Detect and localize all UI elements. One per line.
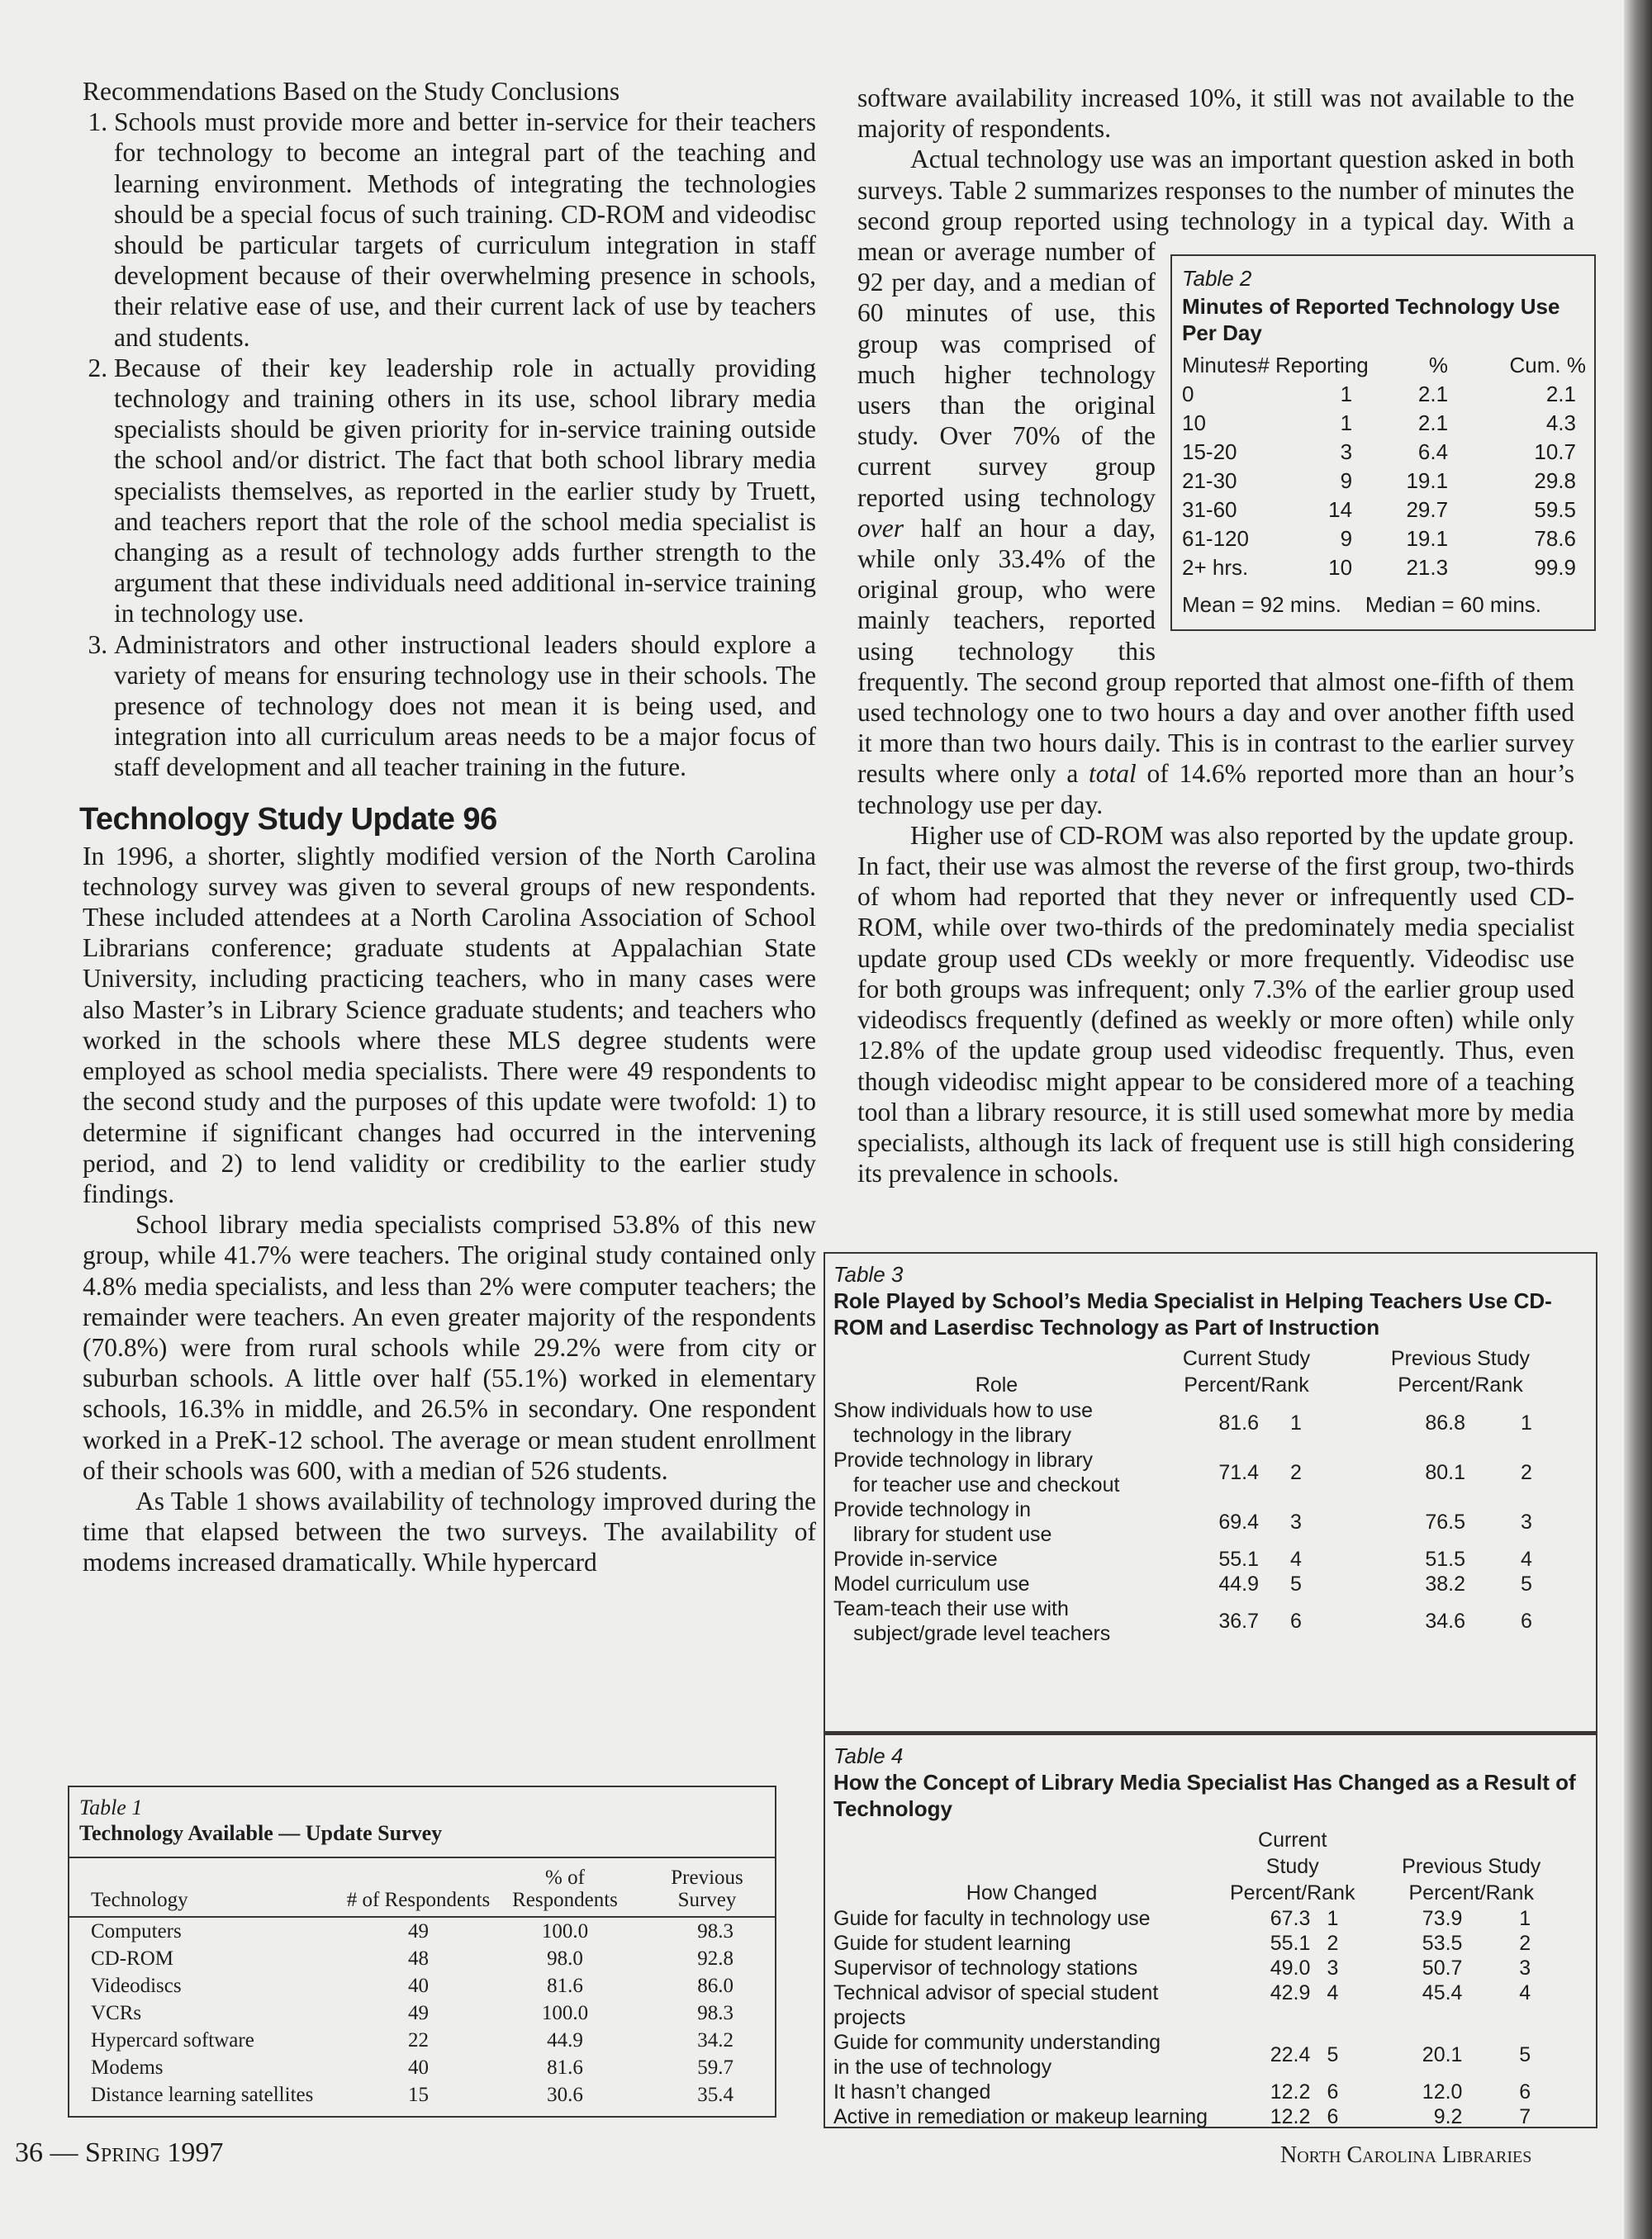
cumulative-percent-cell: 99.9	[1534, 555, 1576, 580]
technology-cell: Videodiscs	[91, 1974, 182, 1997]
current-rank-cell: 4	[1327, 1981, 1339, 2004]
previous-rank-cell: 4	[1519, 1981, 1531, 2004]
page-number: 36 — Spring 1997	[15, 2137, 224, 2168]
body-paragraph: School library media specialists comprised 53.8% of this new group, while 41.7% were teachers. The original study contained only 4.8% media specialists, and less than 2% were computer teachers; the remainder were teachers. An even greater majority of the respondents (70.8%) were from rural schools while 29.2% were from city or suburban schools. A little over half (55.1%) worked in elementary schools, 16.3% in middle, and 26.5% in secondary. One respondent worked in a PreK-12 school. The average or mean student enrollment of their schools was 600, with a median of 526 students.	[83, 1210, 816, 1485]
previous-survey-cell: 98.3	[697, 1919, 733, 1943]
table-3	[824, 1252, 1597, 1733]
current-rank-cell: 6	[1290, 1610, 1302, 1633]
recommendation-item: 1. Schools must provide more and better in-service for their teachers for technology to become an integral part of the teaching and learning environment. Methods of integrating the technologies should be a special focus of such training. CD-ROM and videodisc should be particular targets of curriculum integration in staff development because of their overwhelming presence in schools, their relative ease of use, and their current lack of use by teachers and students.	[114, 107, 816, 353]
percent-cell: 2.1	[1417, 410, 1449, 435]
minutes-cell: 31-60	[1182, 497, 1237, 522]
previous-percent-cell: 20.1	[1422, 2043, 1463, 2066]
minutes-cell: 15-20	[1182, 439, 1237, 464]
column-header: Minutes	[1182, 353, 1258, 377]
percent-cell: 6.4	[1417, 439, 1449, 464]
table-1	[68, 1786, 776, 2118]
role-cell	[833, 2104, 1230, 2129]
current-rank-cell: 5	[1290, 1573, 1302, 1596]
table-row	[833, 1547, 1588, 1572]
previous-survey-cell: 86.0	[697, 1974, 733, 1997]
role-label: Model curriculum use	[833, 1573, 1030, 1596]
current-percent-cell: 81.6	[1218, 1411, 1259, 1435]
role-label: Technical advisor of special student projects	[833, 1981, 1159, 2029]
percent-cell: 19.1	[1406, 526, 1449, 551]
current-percent-cell: 49.0	[1270, 1957, 1311, 1980]
table-row	[1182, 553, 1586, 582]
emphasis: total	[1089, 759, 1137, 789]
table-label: Table 3	[833, 1262, 904, 1287]
respondents-count-cell: 22	[408, 2028, 429, 2052]
previous-survey-cell: 98.3	[697, 2001, 733, 2024]
respondents-percent-cell: 100.0	[541, 1919, 589, 1943]
current-rank-cell: 6	[1327, 2080, 1339, 2104]
current-rank-cell: 4	[1290, 1548, 1302, 1571]
reporting-count-cell: 10	[1328, 555, 1353, 580]
role-label-continued: library for student use	[853, 1523, 1052, 1546]
table-row	[833, 2080, 1588, 2104]
table-row	[833, 1931, 1588, 1956]
body-paragraph: As Table 1 shows availability of technology improved during the time that elapsed between the two surveys. The availability of modems increased dramatically. While hypercard	[83, 1486, 816, 1577]
table-row	[833, 1906, 1588, 1931]
table-row	[69, 2027, 775, 2054]
respondents-percent-cell: 30.6	[547, 2083, 583, 2106]
respondents-count-cell: 15	[408, 2083, 429, 2106]
technology-cell: VCRs	[91, 2001, 142, 2024]
previous-rank-cell: 2	[1519, 1932, 1531, 1955]
role-cell	[833, 1398, 1160, 1448]
body-paragraph: In 1996, a shorter, slightly modified version of the North Carolina technology survey was given to several groups of new respondents. These included attendees at a North Carolina Association of School Librarians conference; graduate students at Appalachian State University, including practicing teachers, who in many cases were also Master’s in Library Science graduate students; and teachers who worked in the schools where these MLS degree students were employed as school media specialists. There were 49 respondents to the second study and the purposes of this update were twofold: 1) to determine if significant changes had occurred in the intervening period, and 2) to lend validity or credibility to the earlier study findings.	[83, 841, 816, 1208]
table-row	[1182, 438, 1586, 467]
table-row	[1182, 496, 1586, 524]
column-header: # of Respondents	[346, 1858, 491, 1917]
cumulative-percent-cell: 29.8	[1534, 468, 1576, 493]
respondents-percent-cell: 100.0	[541, 2001, 589, 2024]
role-cell	[833, 1497, 1160, 1547]
left-column	[79, 76, 816, 1578]
role-cell	[833, 1931, 1230, 1956]
previous-rank-cell: 4	[1521, 1548, 1532, 1571]
cumulative-percent-cell: 59.5	[1534, 497, 1576, 522]
role-cell	[833, 1956, 1230, 1980]
previous-percent-cell: 80.1	[1425, 1461, 1465, 1484]
previous-percent-cell: 45.4	[1422, 1981, 1463, 2004]
table-title: How the Concept of Library Media Specialist Has Changed as a Result of Technology	[833, 1770, 1576, 1821]
previous-rank-cell: 3	[1521, 1511, 1532, 1534]
previous-percent-cell: 9.2	[1433, 2105, 1463, 2128]
previous-percent-cell: 86.8	[1425, 1411, 1465, 1435]
reporting-count-cell: 1	[1340, 410, 1353, 435]
role-label-continued: technology in the library	[853, 1424, 1072, 1447]
table-row	[69, 1972, 775, 1999]
minutes-cell: 2+ hrs.	[1182, 555, 1249, 580]
current-percent-cell: 12.2	[1270, 2105, 1311, 2128]
table-row	[69, 1999, 775, 2027]
role-label-continued: subject/grade level teachers	[853, 1622, 1111, 1645]
current-percent-cell: 69.4	[1218, 1511, 1259, 1534]
minutes-cell: 61-120	[1182, 526, 1249, 551]
cumulative-percent-cell: 4.3	[1545, 410, 1576, 435]
reporting-count-cell: 14	[1328, 497, 1353, 522]
table-2	[1170, 254, 1596, 631]
previous-percent-cell: 73.9	[1422, 1907, 1463, 1930]
emphasis: over	[857, 513, 904, 543]
column-header: %	[1428, 353, 1449, 377]
table-row	[833, 1448, 1588, 1497]
current-percent-cell: 55.1	[1218, 1548, 1259, 1571]
recommendations-list	[83, 107, 816, 782]
mean-value: Mean = 92 mins.	[1182, 592, 1341, 617]
role-cell	[833, 1596, 1160, 1646]
technology-cell: Hypercard software	[91, 2028, 254, 2052]
respondents-count-cell: 40	[408, 1974, 429, 1997]
table-row	[1182, 380, 1586, 409]
current-rank-cell: 5	[1327, 2043, 1339, 2066]
table-row	[69, 1917, 775, 1945]
reporting-count-cell: 1	[1340, 382, 1353, 406]
body-paragraph: Higher use of CD-ROM was also reported by the update group. In fact, their use was almost the reverse of the first group, two-thirds of whom had reported that they never or infrequently used CD-ROM, while over two-thirds of the predominately media specialist update group used CDs weekly or more frequently. Videodisc use for both groups was infrequent; only 7.3% of the earlier group used videodiscs frequently (defined as weekly or more often) while only 12.8% of the update group used videodisc frequently. Thus, even though videodisc might appear to be considered more of a teaching tool than a library resource, it is still used somewhat more by media specialists, although its lack of frequent use is still high considering its prevalence in schools.	[857, 820, 1574, 1188]
table-label: Table 2	[1182, 266, 1252, 291]
role-cell	[833, 2080, 1230, 2104]
percent-cell: 29.7	[1406, 497, 1449, 522]
role-label: Guide for community understanding	[833, 2031, 1161, 2054]
recommendation-item: 3. Administrators and other instructional leaders should explore a variety of means for ensuring technology use in their schools. The presence of technology does not mean it is being used, and integration into all curriculum areas needs to be a major focus of staff development and all teacher training in the future.	[114, 629, 816, 783]
table-row	[69, 1945, 775, 1972]
reporting-count-cell: 9	[1340, 526, 1353, 551]
table-4	[824, 1732, 1597, 2128]
recommendations-heading: Recommendations Based on the Study Conclusions	[83, 77, 620, 106]
table-row	[833, 1398, 1588, 1448]
previous-rank-cell: 1	[1521, 1411, 1532, 1435]
median-value: Median = 60 mins.	[1365, 592, 1542, 617]
text-run: half an hour a day, while only 33.4% of the original group, who were mainly teachers, reported using technology this frequently. The second group reported that almost one-fifth of them used technology one to two hours a day and over another fifth used it more than two hours daily. This is in contrast to the earlier survey results where only a	[857, 513, 1574, 789]
text-run: of 14.6% reported more than an hour’s technology use per day.	[857, 759, 1574, 819]
current-percent-cell: 12.2	[1270, 2080, 1311, 2104]
table-title: Technology Available — Update Survey	[79, 1821, 443, 1845]
previous-percent-cell: 53.5	[1422, 1932, 1463, 1955]
role-cell	[833, 1547, 1160, 1572]
minutes-table	[1182, 351, 1586, 582]
column-header: How Changed	[966, 1881, 1098, 1905]
respondents-percent-cell: 81.6	[547, 1974, 583, 1997]
percent-cell: 19.1	[1406, 468, 1449, 493]
respondents-percent-cell: 98.0	[547, 1947, 583, 1970]
current-percent-cell: 36.7	[1218, 1610, 1259, 1633]
role-label: Provide technology in	[833, 1498, 1032, 1521]
concept-change-table	[833, 1827, 1588, 2129]
table-row	[1182, 467, 1586, 496]
previous-rank-cell: 6	[1521, 1610, 1532, 1633]
publication-name: North Carolina Libraries	[1280, 2142, 1532, 2168]
previous-percent-cell: 51.5	[1425, 1548, 1465, 1571]
role-cell	[833, 2030, 1230, 2080]
role-cell	[833, 1980, 1230, 2030]
column-header: Current Study Percent/Rank	[1182, 1347, 1311, 1397]
role-label: It hasn’t changed	[833, 2080, 991, 2104]
current-rank-cell: 2	[1290, 1461, 1302, 1484]
recommendation-item: 2. Because of their key leadership role in actually providing technology and training others in its use, school library media specialists should be given priority for in-service training outside the school and/or district. The fact that both school library media specialists themselves, as reported in the earlier study by Truett, and teachers report that the role of the school media specialist is changing as a result of technology adds further strength to the argument that these individuals need additional in-service training in technology use.	[114, 353, 816, 629]
previous-rank-cell: 3	[1519, 1957, 1531, 1980]
technology-cell: Computers	[91, 1919, 182, 1943]
role-label: Provide technology in library	[833, 1449, 1094, 1472]
section-heading: Technology Study Update 96	[79, 801, 497, 837]
table-row	[1182, 524, 1586, 553]
table-row	[833, 1596, 1588, 1646]
role-label: Guide for student learning	[833, 1932, 1071, 1955]
role-cell	[833, 1448, 1160, 1497]
column-header: % of Respondents	[491, 1858, 639, 1917]
table-row	[833, 1956, 1588, 1980]
table-row	[69, 2081, 775, 2109]
table-title: Minutes of Reported Technology Use Per Day	[1182, 294, 1560, 345]
previous-rank-cell: 6	[1519, 2080, 1531, 2104]
table-row	[833, 1497, 1588, 1547]
cumulative-percent-cell: 10.7	[1534, 439, 1576, 464]
current-rank-cell: 3	[1327, 1957, 1339, 1980]
text-run: Actual technology use was an important question asked in both surveys. Table 2 summarizes responses to the number of minutes the second group reported using technology in a typical day. With a mean or average number of 92 per day, and a median of 60 minutes of use, this group was comprised of much higher technology users than the original study. Over 70% of the current survey group reported using technology	[857, 145, 1574, 512]
previous-rank-cell: 5	[1519, 2043, 1531, 2066]
table-row	[69, 2054, 775, 2081]
page-edge-shadow	[1624, 0, 1652, 2239]
table-summary	[1182, 591, 1586, 619]
previous-percent-cell: 38.2	[1425, 1573, 1465, 1596]
table-row	[833, 1980, 1588, 2030]
minutes-cell: 0	[1182, 382, 1194, 406]
respondents-count-cell: 49	[408, 1919, 429, 1943]
current-percent-cell: 71.4	[1218, 1461, 1259, 1484]
column-header: # Reporting	[1257, 353, 1369, 377]
current-percent-cell: 55.1	[1270, 1932, 1311, 1955]
column-header: Role	[975, 1373, 1018, 1397]
reporting-count-cell: 3	[1340, 439, 1353, 464]
current-rank-cell: 1	[1327, 1907, 1339, 1930]
previous-rank-cell: 5	[1521, 1573, 1532, 1596]
role-label: Show individuals how to use	[833, 1399, 1094, 1422]
column-header: Technology	[69, 1858, 346, 1917]
previous-percent-cell: 50.7	[1422, 1957, 1463, 1980]
previous-survey-cell: 35.4	[697, 2083, 733, 2106]
percent-cell: 21.3	[1406, 555, 1449, 580]
technology-cell: Distance learning satellites	[91, 2083, 314, 2106]
role-label: Guide for faculty in technology use	[833, 1907, 1151, 1930]
current-percent-cell: 67.3	[1270, 1907, 1311, 1930]
minutes-cell: 10	[1182, 410, 1206, 435]
previous-survey-cell: 92.8	[697, 1947, 733, 1970]
cumulative-percent-cell: 78.6	[1534, 526, 1576, 551]
current-percent-cell: 44.9	[1218, 1573, 1259, 1596]
table-title: Role Played by School’s Media Specialist in Helping Teachers Use CD-ROM and Laserdisc Technology as Part of Instruction	[833, 1288, 1552, 1340]
respondents-count-cell: 40	[408, 2056, 429, 2079]
previous-survey-cell: 34.2	[697, 2028, 733, 2052]
minutes-cell: 21-30	[1182, 468, 1237, 493]
table-row	[833, 2030, 1588, 2080]
table-row	[833, 2104, 1588, 2129]
reporting-count-cell: 9	[1340, 468, 1353, 493]
previous-percent-cell: 34.6	[1425, 1610, 1465, 1633]
current-percent-cell: 22.4	[1270, 2043, 1311, 2066]
technology-cell: Modems	[91, 2056, 164, 2079]
role-label-continued: in the use of technology	[833, 2056, 1052, 2079]
column-header: Current Study Percent/Rank	[1230, 1829, 1355, 1905]
role-label: Team-teach their use with	[833, 1597, 1069, 1620]
current-rank-cell: 6	[1327, 2105, 1339, 2128]
column-header: Previous Survey	[639, 1858, 775, 1917]
right-column	[857, 83, 1586, 1188]
previous-percent-cell: 12.0	[1422, 2080, 1463, 2104]
column-header: Previous Study Percent/Rank	[1402, 1855, 1541, 1905]
previous-rank-cell: 1	[1519, 1907, 1531, 1930]
table-label: Table 1	[79, 1795, 143, 1819]
cumulative-percent-cell: 2.1	[1545, 382, 1576, 406]
column-header: Cum. %	[1509, 353, 1586, 377]
table-row	[833, 1572, 1588, 1596]
previous-percent-cell: 76.5	[1425, 1511, 1465, 1534]
technology-cell: CD-ROM	[91, 1947, 174, 1970]
current-rank-cell: 2	[1327, 1932, 1339, 1955]
role-label: Provide in-service	[833, 1548, 998, 1571]
technology-table	[69, 1858, 775, 2109]
current-rank-cell: 3	[1290, 1511, 1302, 1534]
previous-survey-cell: 59.7	[697, 2056, 733, 2079]
current-rank-cell: 1	[1290, 1411, 1302, 1435]
previous-rank-cell: 2	[1521, 1461, 1532, 1484]
role-label: Active in remediation or makeup learning	[833, 2105, 1208, 2128]
role-label: Supervisor of technology stations	[833, 1957, 1138, 1980]
respondents-percent-cell: 44.9	[547, 2028, 583, 2052]
table-label: Table 4	[833, 1743, 904, 1768]
table-row	[1182, 409, 1586, 438]
respondents-count-cell: 48	[408, 1947, 429, 1970]
respondents-percent-cell: 81.6	[547, 2056, 583, 2079]
previous-rank-cell: 7	[1519, 2105, 1531, 2128]
current-percent-cell: 42.9	[1270, 1981, 1311, 2004]
percent-cell: 2.1	[1417, 382, 1449, 406]
role-cell	[833, 1572, 1160, 1596]
column-header: Previous Study Percent/Rank	[1390, 1347, 1531, 1397]
role-label-continued: for teacher use and checkout	[853, 1473, 1120, 1497]
body-paragraph: software availability increased 10%, it still was not available to the majority of respondents.	[857, 83, 1574, 144]
respondents-count-cell: 49	[408, 2001, 429, 2024]
role-table	[833, 1345, 1588, 1646]
role-cell	[833, 1906, 1230, 1931]
